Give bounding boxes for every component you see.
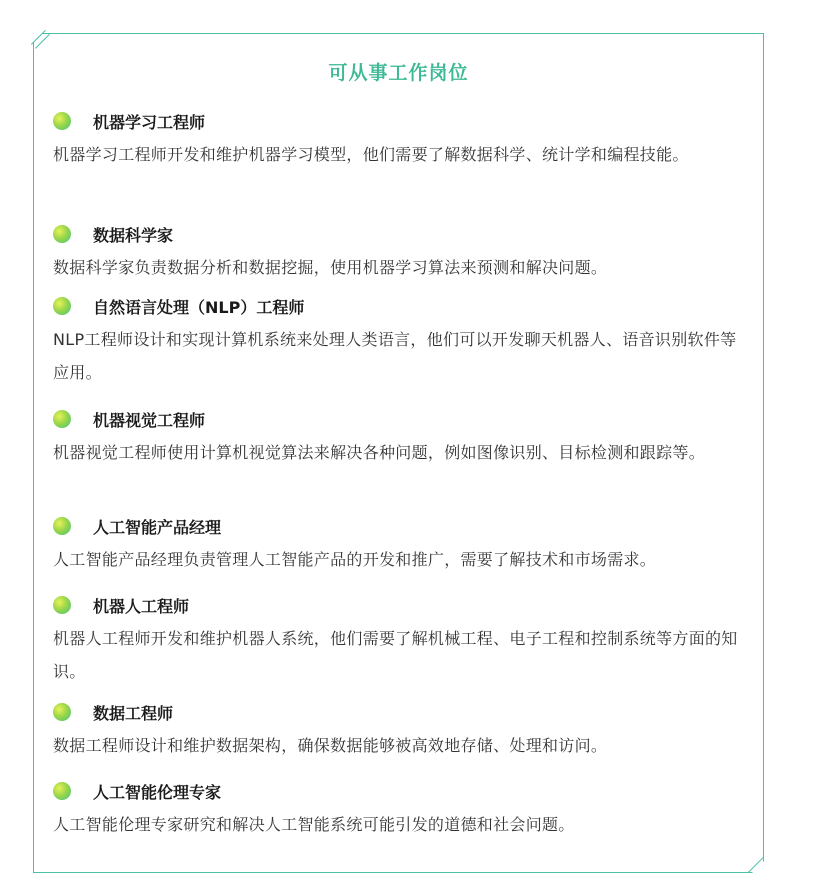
job-title: 机器视觉工程师 [93,410,206,430]
bullet-dot-icon [53,703,71,721]
job-heading [53,779,753,803]
job-description: 机器学习工程师开发和维护机器学习模型，他们需要了解数据科学、统计学和编程技能。 [53,145,689,164]
job-description: 人工智能伦理专家研究和解决人工智能系统可能引发的道德和社会问题。 [53,815,575,834]
page-title: 可从事工作岗位 [328,62,469,84]
bullet-dot-icon [53,782,71,800]
job-title: 机器人工程师 [93,596,190,616]
job-section-nlp-engineer [53,294,753,389]
job-description: 机器视觉工程师使用计算机视觉算法来解决各种问题，例如图像识别、目标检测和跟踪等。 [53,443,706,462]
job-description: 机器人工程师开发和维护机器人系统，他们需要了解机械工程、电子工程和控制系统等方面的知识。 [53,629,738,681]
job-heading [53,294,753,318]
job-section-vision-engineer [53,407,753,469]
bullet-dot-icon [53,517,71,535]
job-description: NLP工程师设计和实现计算机系统来处理人类语言，他们可以开发聊天机器人、语音识别软件等应用。 [53,330,737,382]
job-description: 数据工程师设计和维护数据架构，确保数据能够被高效地存储、处理和访问。 [53,736,608,755]
job-section-ai-product-manager [53,514,753,576]
job-heading [53,222,753,246]
bullet-dot-icon [53,297,71,315]
job-title: 人工智能伦理专家 [93,782,222,802]
job-section-ai-ethics-expert [53,779,753,841]
job-description: 数据科学家负责数据分析和数据挖掘，使用机器学习算法来预测和解决问题。 [53,258,608,277]
job-heading [53,593,753,617]
job-description: 人工智能产品经理负责管理人工智能产品的开发和推广，需要了解技术和市场需求。 [53,550,657,569]
job-title: 人工智能产品经理 [93,517,222,537]
bullet-dot-icon [53,112,71,130]
job-section-data-scientist [53,222,753,284]
job-title: 数据工程师 [93,703,174,723]
job-heading [53,407,753,431]
bullet-dot-icon [53,596,71,614]
job-heading [53,109,753,133]
bullet-dot-icon [53,225,71,243]
bullet-dot-icon [53,410,71,428]
job-heading [53,700,753,724]
job-section-data-engineer [53,700,753,762]
job-section-ml-engineer [53,109,753,171]
job-title: 机器学习工程师 [93,112,206,132]
job-heading [53,514,753,538]
job-title: 数据科学家 [93,225,174,245]
job-section-robotics-engineer [53,593,753,688]
job-title: 自然语言处理（NLP）工程师 [93,297,305,317]
